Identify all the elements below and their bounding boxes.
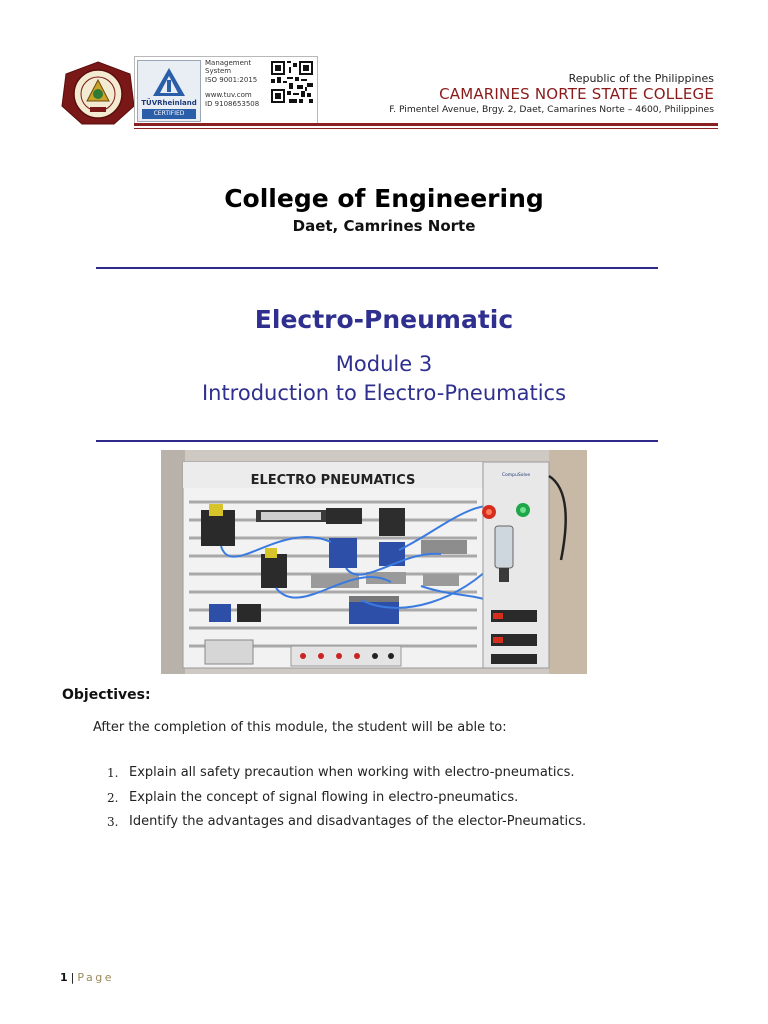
trainer-brand-label: CompuSolve xyxy=(501,473,531,478)
ms-line-3: ISO 9001:2015 xyxy=(205,75,258,84)
footer-separator: | xyxy=(70,971,75,984)
college-heading: College of Engineering xyxy=(224,184,544,213)
page-word: Page xyxy=(77,971,115,984)
title-separator-top xyxy=(96,267,658,269)
college-seal-logo xyxy=(60,60,136,126)
tuv-triangle-icon xyxy=(152,67,186,97)
module-title: Introduction to Electro-Pneumatics xyxy=(201,381,567,405)
certification-badge xyxy=(134,56,318,124)
objective-number: 2. xyxy=(107,790,119,805)
electro-pneumatics-trainer-photo xyxy=(161,450,587,674)
objectives-list xyxy=(107,765,727,839)
objective-number: 1. xyxy=(107,766,119,780)
ms-line-5: ID 9108653508 xyxy=(205,99,260,108)
objective-text: Identify the advantages and disadvantages of the elector-Pneumatics. xyxy=(129,814,587,829)
college-name: CAMARINES NORTE STATE COLLEGE xyxy=(439,85,714,103)
panel-label: ELECTRO PNEUMATICS xyxy=(250,473,416,488)
page-footer xyxy=(60,971,114,984)
tuv-certified-label: CERTIFIED xyxy=(142,109,196,119)
ms-line-4: www.tuv.com xyxy=(205,91,252,100)
college-address: F. Pimentel Avenue, Brgy. 2, Daet, Camarines Norte – 4600, Philippines xyxy=(389,104,714,115)
objective-text: Explain all safety precaution when working with electro-pneumatics. xyxy=(129,765,575,780)
republic-text: Republic of the Philippines xyxy=(568,72,714,85)
objective-number: 3. xyxy=(107,815,119,829)
tuv-logo xyxy=(137,60,201,122)
objective-text: Explain the concept of signal flowing in electro-pneumatics. xyxy=(129,789,519,805)
qr-code-icon xyxy=(271,61,313,103)
objective-item xyxy=(107,790,727,815)
ms-line-2: System xyxy=(205,67,232,76)
objective-item xyxy=(107,814,727,839)
page-number: 1 xyxy=(60,971,68,984)
header-rule-thick xyxy=(134,123,718,126)
header-rule-thin xyxy=(134,128,718,129)
objective-item xyxy=(107,765,727,790)
location-subheading: Daet, Camrines Norte xyxy=(292,217,476,235)
module-number: Module 3 xyxy=(335,352,433,376)
tuv-brand: TÜVRheinland xyxy=(141,99,197,107)
subject-title: Electro-Pneumatic xyxy=(254,305,514,334)
ms-line-1: Management xyxy=(205,59,252,67)
objectives-intro: After the completion of this module, the student will be able to: xyxy=(93,720,507,735)
objectives-heading: Objectives: xyxy=(62,687,151,703)
management-system-text xyxy=(205,59,271,108)
title-separator-bottom xyxy=(96,440,658,442)
